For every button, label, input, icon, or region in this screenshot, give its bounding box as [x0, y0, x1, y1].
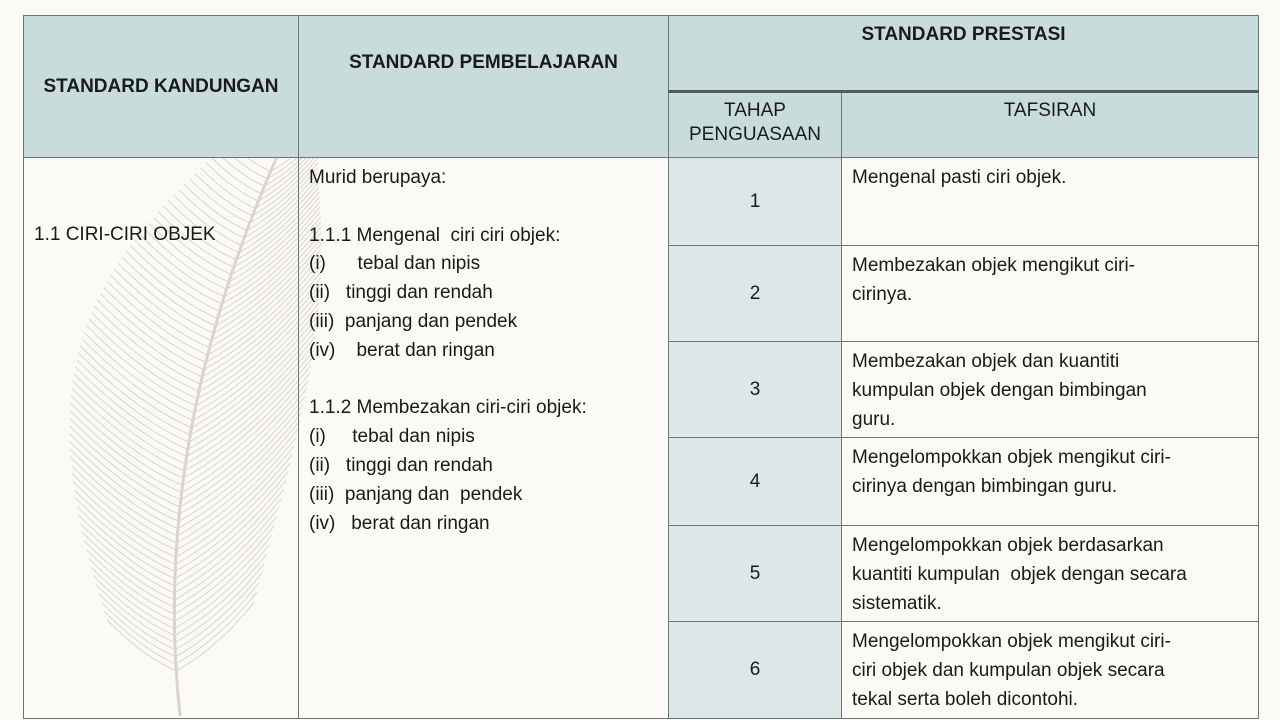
learning-s2-item: (iii) panjang dan pendek: [309, 483, 523, 505]
learning-s1-item: (iii) panjang dan pendek: [309, 310, 518, 332]
level-description-5: [842, 526, 1259, 622]
level-number-6: 6: [669, 622, 842, 719]
learning-s1-item: (i) tebal dan nipis: [309, 253, 481, 275]
level-number-5: 5: [669, 526, 842, 622]
description-line: Membezakan objek mengikut ciri-: [852, 255, 1136, 276]
description-line: Mengelompokkan objek mengikut ciri-: [852, 447, 1171, 468]
description-line: Mengenal pasti ciri objek.: [852, 167, 1067, 188]
level-description-3: [842, 342, 1259, 438]
learning-s1-item: (ii) tinggi dan rendah: [309, 282, 493, 304]
content-standard-text: 1.1 CIRI-CIRI OBJEK: [34, 224, 216, 245]
level-number-1: 1: [669, 158, 842, 246]
learning-s2-item: (ii) tinggi dan rendah: [309, 454, 493, 476]
level-description-4: [842, 438, 1259, 526]
learning-s1-item: (iv) berat dan ringan: [309, 339, 495, 361]
learning-s1-title: 1.1.1 Mengenal ciri ciri objek:: [309, 224, 561, 246]
description-line: Mengelompokkan objek berdasarkan: [852, 535, 1164, 556]
description-line: ciri objek dan kumpulan objek secara: [852, 659, 1165, 681]
description-line: Mengelompokkan objek mengikut ciri-: [852, 631, 1171, 652]
description-line: guru.: [852, 408, 896, 430]
description-line: kumpulan objek dengan bimbingan: [852, 379, 1147, 401]
description-line: cirinya.: [852, 283, 913, 305]
description-line: Membezakan objek dan kuantiti: [852, 351, 1120, 372]
description-line: sistematik.: [852, 592, 942, 614]
level-description-6: [842, 622, 1259, 719]
header-standard-pembelajaran: STANDARD PEMBELAJARAN: [299, 16, 669, 158]
learning-standard-cell: [299, 158, 669, 719]
learning-s2-title: 1.1.2 Membezakan ciri-ciri objek:: [309, 397, 587, 419]
description-line: cirinya dengan bimbingan guru.: [852, 475, 1118, 497]
learning-intro: Murid berupaya:: [309, 167, 447, 188]
header-tahap-line1: TAHAP: [724, 100, 786, 121]
header-tafsiran: TAFSIRAN: [842, 92, 1259, 158]
spacer: [309, 193, 668, 222]
description-line: kuantiti kumpulan objek dengan secara: [852, 563, 1187, 585]
level-number-3: 3: [669, 342, 842, 438]
description-line: tekal serta boleh dicontohi.: [852, 688, 1079, 710]
learning-s2-item: (iv) berat dan ringan: [309, 512, 490, 534]
content-standard-cell: [24, 158, 299, 719]
header-tahap-line2: PENGUASAAN: [689, 124, 821, 145]
learning-s2-item: (i) tebal dan nipis: [309, 426, 475, 448]
standard-table: [23, 15, 1259, 719]
level-number-4: 4: [669, 438, 842, 526]
header-standard-kandungan: STANDARD KANDUNGAN: [24, 16, 299, 158]
level-number-2: 2: [669, 246, 842, 342]
header-tahap-penguasaan: [669, 92, 842, 158]
level-description-2: [842, 246, 1259, 342]
header-standard-prestasi: STANDARD PRESTASI: [669, 16, 1259, 92]
spacer: [309, 366, 668, 395]
level-description-1: [842, 158, 1259, 246]
